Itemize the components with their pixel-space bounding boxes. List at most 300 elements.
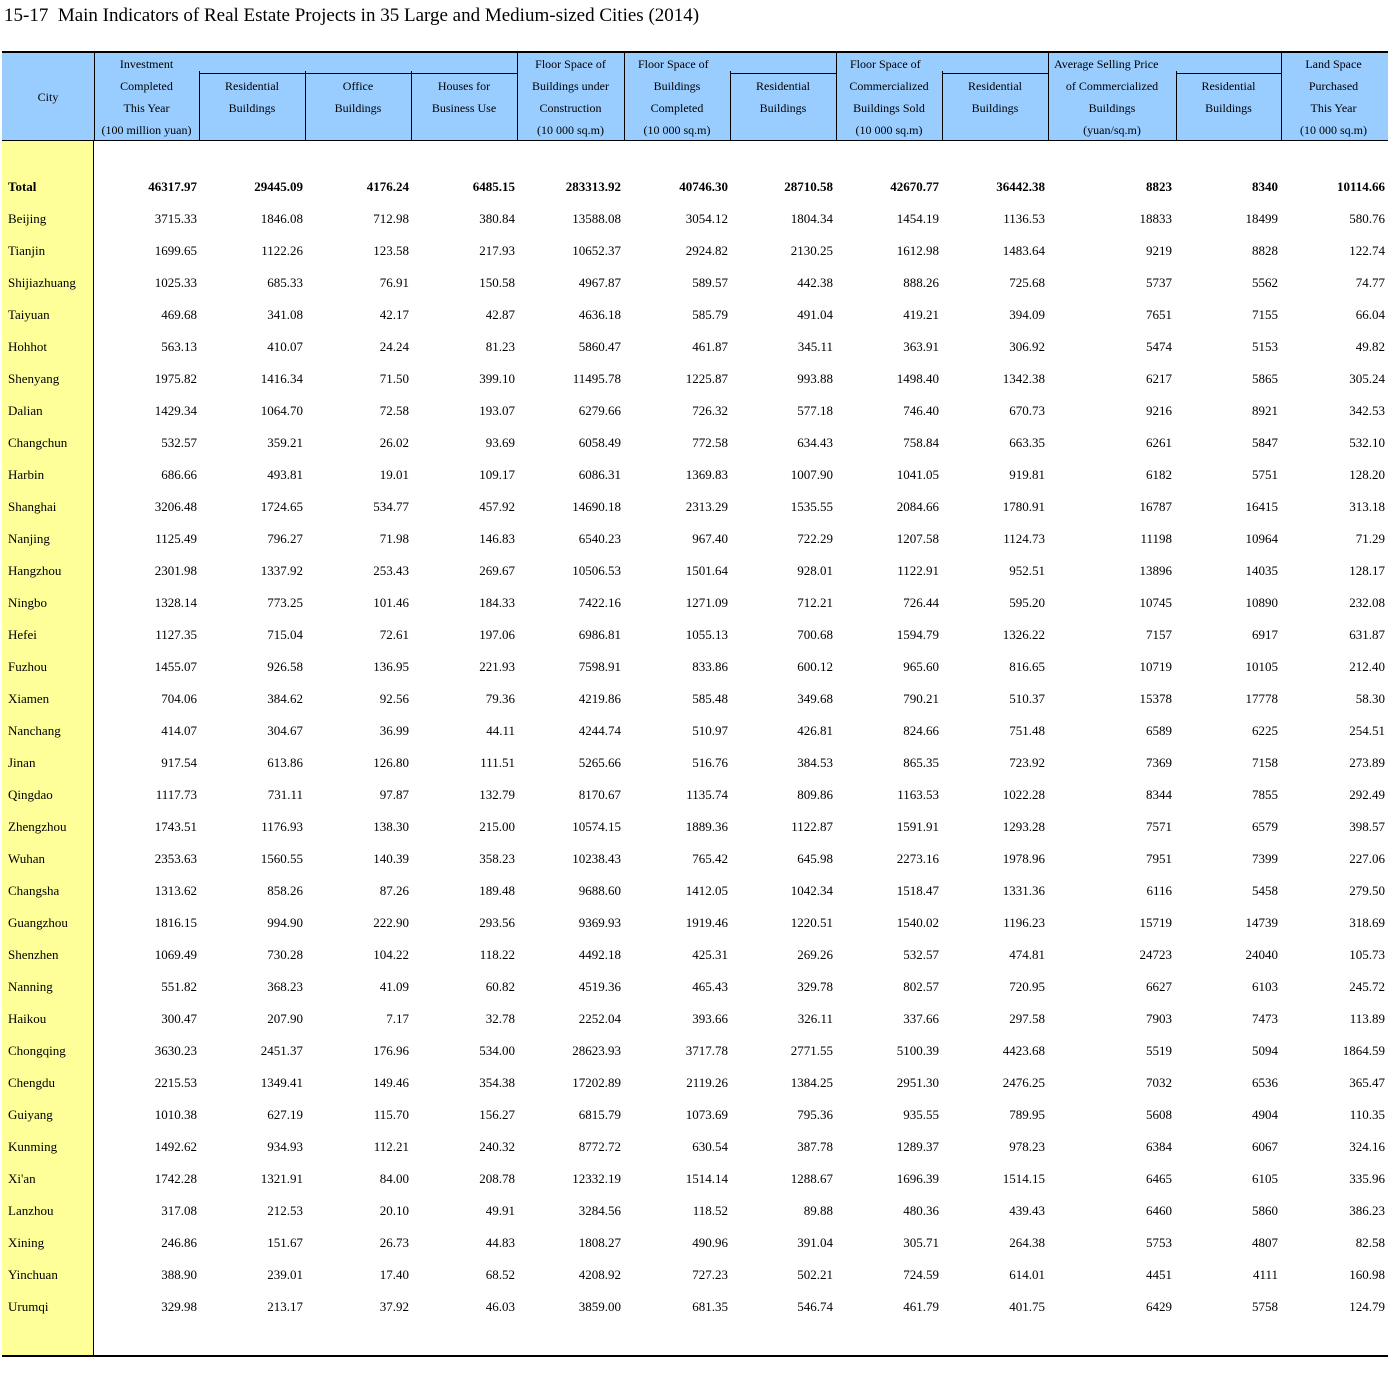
completed-cell: 1135.74 (686, 787, 728, 802)
under-construction-cell: 8772.72 (578, 1139, 621, 1154)
residential-price-cell: 4111 (1252, 1267, 1278, 1282)
office-cell: 123.58 (373, 243, 409, 258)
header-divider (1176, 73, 1281, 74)
residential-investment-cell: 304.67 (267, 723, 303, 738)
investment-cell: 1328.14 (154, 595, 197, 610)
price-cell: 6384 (1146, 1139, 1172, 1154)
investment-cell: 3630.23 (154, 1043, 197, 1058)
investment-cell: 1429.34 (154, 403, 197, 418)
residential-completed-cell: 577.18 (797, 403, 833, 418)
residential-investment-cell: 858.26 (267, 883, 303, 898)
residential-completed-cell: 442.38 (797, 275, 833, 290)
completed-cell: 967.40 (692, 531, 728, 546)
completed-cell: 118.52 (692, 1203, 728, 1218)
sold-cell: 724.59 (903, 1267, 939, 1282)
land-cell: 212.40 (1349, 659, 1385, 674)
residential-investment-cell: 2451.37 (260, 1043, 303, 1058)
city-cell: Yinchuan (8, 1267, 58, 1282)
residential-investment-cell: 207.90 (267, 1011, 303, 1026)
price-cell: 7651 (1146, 307, 1172, 322)
completed-cell: 585.48 (692, 691, 728, 706)
business-cell: 184.33 (479, 595, 515, 610)
city-cell: Nanning (8, 979, 53, 994)
city-cell: Changsha (8, 883, 60, 898)
under-construction-cell: 6986.81 (578, 627, 621, 642)
table-row (2, 907, 1388, 939)
land-cell: 160.98 (1349, 1267, 1385, 1282)
completed-cell: 516.76 (692, 755, 728, 770)
under-construction-cell: 13588.08 (572, 211, 621, 226)
price-cell: 6182 (1146, 467, 1172, 482)
residential-completed-cell: 1384.25 (790, 1075, 833, 1090)
land-cell: 66.04 (1355, 307, 1385, 322)
investment-cell: 704.06 (161, 691, 197, 706)
investment-cell: 1492.62 (154, 1139, 197, 1154)
business-cell: 60.82 (485, 979, 515, 994)
under-construction-cell: 2252.04 (578, 1011, 621, 1026)
residential-sold-cell: 751.48 (1009, 723, 1045, 738)
completed-cell: 40746.30 (679, 179, 728, 194)
office-cell: 24.24 (379, 339, 409, 354)
residential-investment-cell: 384.62 (267, 691, 303, 706)
business-cell: 189.48 (479, 883, 515, 898)
residential-investment-cell: 926.58 (267, 659, 303, 674)
under-construction-cell: 6279.66 (578, 403, 621, 418)
office-cell: 104.22 (373, 947, 409, 962)
table-row (2, 1259, 1388, 1291)
price-cell: 11198 (1140, 531, 1172, 546)
under-construction-cell: 8170.67 (578, 787, 621, 802)
total-row (2, 171, 1388, 203)
office-cell: 26.02 (379, 435, 409, 450)
table-header (2, 51, 1388, 141)
residential-sold-cell: 789.95 (1009, 1107, 1045, 1122)
office-cell: 26.73 (379, 1235, 409, 1250)
investment-cell: 917.54 (161, 755, 197, 770)
city-cell: Shenzhen (8, 947, 59, 962)
residential-completed-cell: 345.11 (797, 339, 833, 354)
header-office: Office Buildings (334, 79, 382, 115)
under-construction-cell: 1808.27 (578, 1235, 621, 1250)
residential-completed-cell: 349.68 (797, 691, 833, 706)
residential-investment-cell: 934.93 (267, 1139, 303, 1154)
land-cell: 74.77 (1355, 275, 1385, 290)
table-row (2, 491, 1388, 523)
completed-cell: 1919.46 (685, 915, 728, 930)
investment-cell: 1313.62 (154, 883, 197, 898)
column-divider (199, 71, 200, 141)
residential-sold-cell: 1196.23 (1003, 915, 1045, 930)
sold-cell: 746.40 (903, 403, 939, 418)
residential-price-cell: 4807 (1252, 1235, 1278, 1250)
residential-investment-cell: 1122.26 (261, 243, 303, 258)
column-divider (836, 51, 837, 141)
residential-price-cell: 6917 (1252, 627, 1278, 642)
office-cell: 115.70 (373, 1107, 409, 1122)
completed-cell: 1889.36 (685, 819, 728, 834)
city-cell: Urumqi (8, 1299, 49, 1314)
land-cell: 124.79 (1349, 1299, 1385, 1314)
office-cell: 36.99 (379, 723, 409, 738)
price-cell: 10745 (1139, 595, 1172, 610)
residential-investment-cell: 212.53 (267, 1203, 303, 1218)
table-row (2, 1131, 1388, 1163)
land-cell: 532.10 (1349, 435, 1385, 450)
office-cell: 112.21 (373, 1139, 409, 1154)
price-cell: 18833 (1139, 211, 1172, 226)
residential-completed-cell: 712.21 (797, 595, 833, 610)
city-cell: Ningbo (8, 595, 47, 610)
office-cell: 7.17 (386, 1011, 409, 1026)
header-land: Land Space Purchased This Year (10 000 sq.m) (1300, 57, 1367, 137)
investment-cell: 532.57 (161, 435, 197, 450)
business-cell: 81.23 (485, 339, 515, 354)
land-cell: 49.82 (1355, 339, 1385, 354)
table-row (2, 651, 1388, 683)
business-cell: 217.93 (479, 243, 515, 258)
business-cell: 215.00 (479, 819, 515, 834)
table-row (2, 1099, 1388, 1131)
residential-completed-cell: 1535.55 (790, 499, 833, 514)
office-cell: 72.61 (379, 627, 409, 642)
investment-cell: 317.08 (161, 1203, 197, 1218)
business-cell: 380.84 (479, 211, 515, 226)
column-divider (94, 51, 95, 141)
header-residential-sold: Residential Buildings (968, 79, 1022, 115)
land-cell: 318.69 (1349, 915, 1385, 930)
completed-cell: 1055.13 (685, 627, 728, 642)
office-cell: 84.00 (379, 1171, 409, 1186)
under-construction-cell: 6540.23 (578, 531, 621, 546)
investment-cell: 3715.33 (154, 211, 197, 226)
price-cell: 6465 (1146, 1171, 1172, 1186)
sold-cell: 1498.40 (896, 371, 939, 386)
residential-sold-cell: 1780.91 (1002, 499, 1045, 514)
residential-completed-cell: 634.43 (797, 435, 833, 450)
residential-investment-cell: 731.11 (267, 787, 303, 802)
sold-cell: 865.35 (903, 755, 939, 770)
residential-price-cell: 14739 (1245, 915, 1278, 930)
residential-investment-cell: 1337.92 (260, 563, 303, 578)
under-construction-cell: 6058.49 (578, 435, 621, 450)
office-cell: 534.77 (373, 499, 409, 514)
residential-sold-cell: 816.65 (1009, 659, 1045, 674)
price-cell: 8344 (1146, 787, 1172, 802)
table-row (2, 523, 1388, 555)
residential-sold-cell: 1124.73 (1003, 531, 1045, 546)
land-cell: 245.72 (1349, 979, 1385, 994)
residential-price-cell: 5758 (1252, 1299, 1278, 1314)
office-cell: 37.92 (379, 1299, 409, 1314)
city-cell: Lanzhou (8, 1203, 54, 1218)
residential-investment-cell: 359.21 (267, 435, 303, 450)
residential-completed-cell: 700.68 (797, 627, 833, 642)
residential-sold-cell: 1136.53 (1003, 211, 1045, 226)
price-cell: 7903 (1146, 1011, 1172, 1026)
residential-sold-cell: 1342.38 (1002, 371, 1045, 386)
under-construction-cell: 4208.92 (578, 1267, 621, 1282)
residential-completed-cell: 928.01 (797, 563, 833, 578)
city-cell: Nanchang (8, 723, 61, 738)
completed-cell: 2924.82 (685, 243, 728, 258)
business-cell: 197.06 (479, 627, 515, 642)
investment-cell: 469.68 (161, 307, 197, 322)
residential-sold-cell: 952.51 (1009, 563, 1045, 578)
sold-cell: 2084.66 (896, 499, 939, 514)
business-cell: 32.78 (485, 1011, 515, 1026)
table-row (2, 555, 1388, 587)
investment-cell: 1127.35 (155, 627, 197, 642)
office-cell: 136.95 (373, 659, 409, 674)
residential-investment-cell: 1349.41 (260, 1075, 303, 1090)
land-cell: 580.76 (1349, 211, 1385, 226)
office-cell: 101.46 (373, 595, 409, 610)
land-cell: 386.23 (1349, 1203, 1385, 1218)
table-row (2, 203, 1388, 235)
residential-completed-cell: 426.81 (797, 723, 833, 738)
residential-sold-cell: 1514.15 (1002, 1171, 1045, 1186)
residential-completed-cell: 387.78 (797, 1139, 833, 1154)
office-cell: 42.17 (379, 307, 409, 322)
land-cell: 292.49 (1349, 787, 1385, 802)
residential-completed-cell: 1804.34 (790, 211, 833, 226)
column-divider (730, 71, 731, 141)
residential-completed-cell: 384.53 (797, 755, 833, 770)
column-divider (517, 51, 518, 141)
sold-cell: 790.21 (903, 691, 939, 706)
office-cell: 87.26 (379, 883, 409, 898)
price-cell: 5519 (1146, 1043, 1172, 1058)
sold-cell: 363.91 (903, 339, 939, 354)
residential-completed-cell: 1220.51 (790, 915, 833, 930)
business-cell: 111.51 (480, 755, 515, 770)
land-cell: 82.58 (1355, 1235, 1385, 1250)
completed-cell: 681.35 (692, 1299, 728, 1314)
table-row (2, 619, 1388, 651)
residential-completed-cell: 993.88 (797, 371, 833, 386)
office-cell: 253.43 (373, 563, 409, 578)
column-divider (411, 71, 412, 141)
under-construction-cell: 4244.74 (578, 723, 621, 738)
table-row (2, 747, 1388, 779)
land-cell: 232.08 (1349, 595, 1385, 610)
business-cell: 93.69 (485, 435, 515, 450)
residential-investment-cell: 1416.34 (260, 371, 303, 386)
investment-cell: 1743.51 (154, 819, 197, 834)
completed-cell: 1271.09 (685, 595, 728, 610)
under-construction-cell: 10652.37 (572, 243, 621, 258)
business-cell: 44.11 (486, 723, 515, 738)
sold-cell: 1612.98 (896, 243, 939, 258)
table-row (2, 363, 1388, 395)
sold-cell: 480.36 (903, 1203, 939, 1218)
under-construction-cell: 9369.93 (578, 915, 621, 930)
price-cell: 16787 (1139, 499, 1172, 514)
under-construction-cell: 9688.60 (578, 883, 621, 898)
price-cell: 10719 (1139, 659, 1172, 674)
residential-sold-cell: 595.20 (1009, 595, 1045, 610)
residential-sold-cell: 474.81 (1009, 947, 1045, 962)
office-cell: 71.98 (379, 531, 409, 546)
business-cell: 109.17 (479, 467, 515, 482)
office-cell: 72.58 (379, 403, 409, 418)
sold-cell: 42670.77 (890, 179, 939, 194)
business-cell: 156.27 (479, 1107, 515, 1122)
residential-price-cell: 6067 (1252, 1139, 1278, 1154)
residential-sold-cell: 510.37 (1009, 691, 1045, 706)
residential-price-cell: 10890 (1245, 595, 1278, 610)
residential-sold-cell: 264.38 (1009, 1235, 1045, 1250)
investment-cell: 246.86 (161, 1235, 197, 1250)
residential-sold-cell: 2476.25 (1002, 1075, 1045, 1090)
residential-price-cell: 5562 (1252, 275, 1278, 290)
price-cell: 7369 (1146, 755, 1172, 770)
investment-cell: 300.47 (161, 1011, 197, 1026)
price-cell: 8823 (1146, 179, 1172, 194)
investment-cell: 1010.38 (154, 1107, 197, 1122)
residential-sold-cell: 401.75 (1009, 1299, 1045, 1314)
sold-cell: 532.57 (903, 947, 939, 962)
sold-cell: 1540.02 (896, 915, 939, 930)
office-cell: 20.10 (379, 1203, 409, 1218)
residential-sold-cell: 1978.96 (1002, 851, 1045, 866)
residential-price-cell: 14035 (1245, 563, 1278, 578)
residential-sold-cell: 394.09 (1009, 307, 1045, 322)
office-cell: 176.96 (373, 1043, 409, 1058)
residential-price-cell: 5094 (1252, 1043, 1278, 1058)
sold-cell: 726.44 (903, 595, 939, 610)
residential-investment-cell: 1321.91 (260, 1171, 303, 1186)
completed-cell: 1514.14 (685, 1171, 728, 1186)
residential-investment-cell: 685.33 (267, 275, 303, 290)
completed-cell: 2313.29 (685, 499, 728, 514)
land-cell: 10114.66 (1336, 179, 1385, 194)
completed-cell: 727.23 (692, 1267, 728, 1282)
residential-sold-cell: 4423.68 (1002, 1043, 1045, 1058)
residential-price-cell: 5860 (1252, 1203, 1278, 1218)
investment-cell: 3206.48 (154, 499, 197, 514)
sold-cell: 802.57 (903, 979, 939, 994)
residential-completed-cell: 795.36 (797, 1107, 833, 1122)
residential-completed-cell: 1122.87 (791, 819, 833, 834)
price-cell: 15378 (1139, 691, 1172, 706)
investment-cell: 2215.53 (154, 1075, 197, 1090)
investment-cell: 1699.65 (154, 243, 197, 258)
residential-investment-cell: 213.17 (267, 1299, 303, 1314)
business-cell: 132.79 (479, 787, 515, 802)
residential-completed-cell: 491.04 (797, 307, 833, 322)
residential-sold-cell: 720.95 (1009, 979, 1045, 994)
office-cell: 71.50 (379, 371, 409, 386)
table-row (2, 971, 1388, 1003)
residential-price-cell: 16415 (1245, 499, 1278, 514)
price-cell: 24723 (1139, 947, 1172, 962)
column-divider (624, 51, 625, 141)
residential-sold-cell: 1483.64 (1002, 243, 1045, 258)
completed-cell: 630.54 (692, 1139, 728, 1154)
residential-investment-cell: 1846.08 (260, 211, 303, 226)
table-row (2, 1195, 1388, 1227)
office-cell: 41.09 (379, 979, 409, 994)
table-row (2, 1003, 1388, 1035)
city-cell: Beijing (8, 211, 47, 226)
price-cell: 4451 (1146, 1267, 1172, 1282)
land-cell: 122.74 (1349, 243, 1385, 258)
header-completed: Floor Space of Buildings Completed (10 000 sq.m) (638, 57, 711, 137)
residential-price-cell: 6103 (1252, 979, 1278, 994)
residential-price-cell: 5458 (1252, 883, 1278, 898)
table-row (2, 1227, 1388, 1259)
completed-cell: 772.58 (692, 435, 728, 450)
investment-cell: 1125.49 (155, 531, 197, 546)
sold-cell: 1454.19 (896, 211, 939, 226)
residential-price-cell: 18499 (1245, 211, 1278, 226)
business-cell: 118.22 (479, 947, 515, 962)
completed-cell: 2119.26 (686, 1075, 728, 1090)
residential-price-cell: 4904 (1252, 1107, 1278, 1122)
residential-completed-cell: 326.11 (797, 1011, 833, 1026)
sold-cell: 305.71 (903, 1235, 939, 1250)
residential-completed-cell: 600.12 (797, 659, 833, 674)
city-cell: Xining (8, 1235, 45, 1250)
office-cell: 140.39 (373, 851, 409, 866)
residential-sold-cell: 1022.28 (1002, 787, 1045, 802)
sold-cell: 1696.39 (896, 1171, 939, 1186)
header-residential-price: Residential Buildings (1201, 79, 1256, 115)
business-cell: 399.10 (479, 371, 515, 386)
under-construction-cell: 6815.79 (578, 1107, 621, 1122)
under-construction-cell: 11495.78 (572, 371, 621, 386)
residential-sold-cell: 439.43 (1009, 1203, 1045, 1218)
residential-price-cell: 8340 (1252, 179, 1278, 194)
completed-cell: 510.97 (692, 723, 728, 738)
land-cell: 305.24 (1349, 371, 1385, 386)
land-cell: 335.96 (1349, 1171, 1385, 1186)
completed-cell: 393.66 (692, 1011, 728, 1026)
residential-sold-cell: 1326.22 (1002, 627, 1045, 642)
business-cell: 293.56 (479, 915, 515, 930)
sold-cell: 1591.91 (896, 819, 939, 834)
table-row (2, 427, 1388, 459)
header-city: City (37, 90, 59, 104)
column-divider (1281, 51, 1282, 141)
city-cell: Total (8, 179, 37, 194)
header-under-construction: Floor Space of Buildings under Construction (10 000 sq.m) (532, 57, 609, 137)
investment-cell: 1117.73 (155, 787, 197, 802)
table-row (2, 331, 1388, 363)
residential-investment-cell: 613.86 (267, 755, 303, 770)
land-cell: 365.47 (1349, 1075, 1385, 1090)
residential-completed-cell: 1007.90 (790, 467, 833, 482)
residential-completed-cell: 502.21 (797, 1267, 833, 1282)
residential-price-cell: 10964 (1245, 531, 1278, 546)
investment-cell: 1816.15 (154, 915, 197, 930)
completed-cell: 833.86 (692, 659, 728, 674)
completed-cell: 1225.87 (685, 371, 728, 386)
under-construction-cell: 7422.16 (578, 595, 621, 610)
under-construction-cell: 10238.43 (572, 851, 621, 866)
office-cell: 4176.24 (366, 179, 409, 194)
land-cell: 324.16 (1349, 1139, 1385, 1154)
table-row (2, 843, 1388, 875)
table-row (2, 1035, 1388, 1067)
city-cell: Changchun (8, 435, 68, 450)
business-cell: 457.92 (479, 499, 515, 514)
header-divider (730, 73, 836, 74)
under-construction-cell: 7598.91 (578, 659, 621, 674)
residential-price-cell: 5865 (1252, 371, 1278, 386)
land-cell: 342.53 (1349, 403, 1385, 418)
